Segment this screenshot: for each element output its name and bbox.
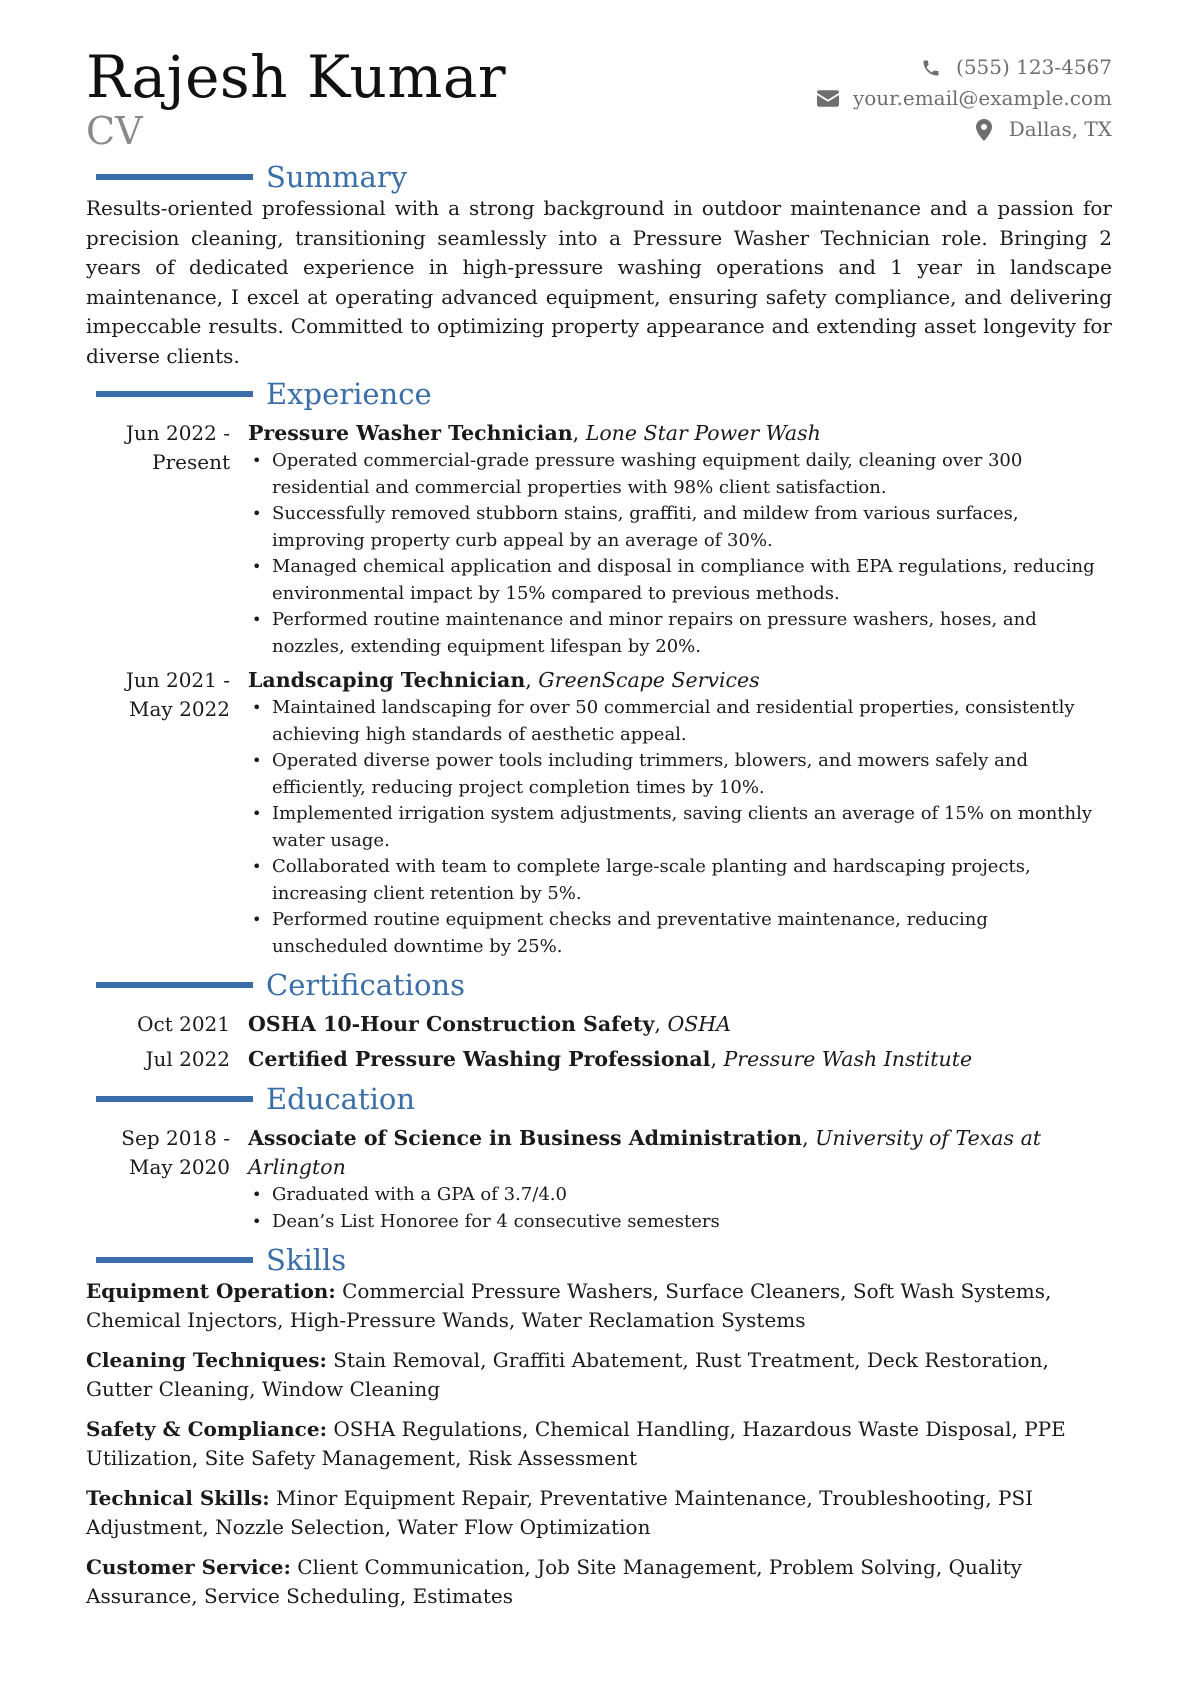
section-experience-heading — [86, 377, 1112, 411]
person-name: Rajesh Kumar — [86, 43, 507, 111]
section-accent-bar — [96, 982, 253, 988]
skill-list: Minor Equipment Repair, Preventative Maintenance, Troubleshooting, PSI Adjustment, Nozzle Selection, Water Flow Optimization — [86, 1486, 1034, 1539]
section-education-heading — [86, 1082, 1112, 1116]
skill-list: Commercial Pressure Washers, Surface Cleaners, Soft Wash Systems, Chemical Injectors, High-Pressure Wands, Water Reclamation Systems — [86, 1279, 1052, 1332]
skill-list: OSHA Regulations, Chemical Handling, Hazardous Waste Disposal, PPE Utilization, Site Safety Management, Risk Assessment — [86, 1417, 1066, 1470]
entry-title: Certified Pressure Washing Professional, Pressure Wash Institute — [248, 1047, 973, 1071]
experience-entry — [86, 666, 1112, 960]
section-title: Summary — [266, 160, 408, 194]
phone-icon — [918, 57, 944, 79]
job-title: Pressure Washer Technician — [248, 421, 573, 445]
entry-date: Jun 2021 - May 2022 — [125, 668, 230, 721]
issuer: OSHA — [667, 1012, 731, 1036]
entry-title: Landscaping Technician, GreenScape Services — [248, 668, 760, 692]
section-title: Skills — [266, 1243, 347, 1277]
contact-location — [815, 114, 1112, 145]
phone-text: (555) 123-4567 — [956, 55, 1112, 79]
list-item: • Performed routine equipment checks and preventative maintenance, reducing unscheduled downtime by 25%. — [272, 907, 1112, 960]
entry-title: Associate of Science in Business Administration, University of Texas at Arlington — [248, 1126, 1042, 1179]
degree-title: Associate of Science in Business Administration — [248, 1126, 803, 1150]
entry-bullets — [248, 448, 1112, 660]
certification-title: Certified Pressure Washing Professional — [248, 1047, 711, 1071]
section-accent-bar — [96, 391, 253, 397]
list-item: • Operated commercial-grade pressure washing equipment daily, cleaning over 300 residential and commercial properties with 98% client satisfaction. — [272, 448, 1112, 501]
skill-group — [86, 1277, 1112, 1335]
list-item: • Graduated with a GPA of 3.7/4.0 — [272, 1182, 1112, 1209]
certification-entry — [86, 1045, 1112, 1074]
entry-date: Sep 2018 - May 2020 — [121, 1126, 230, 1179]
summary-paragraph: Results-oriented professional with a strong background in outdoor maintenance and a passion for precision cleaning, transitioning seamlessly into a Pressure Washer Technician role. Bringing 2 years of dedicated experience in high-pressure washing operations and 1 year in landscape maintenance, I excel at operating advanced equipment, ensuring safety compliance, and delivering impeccable results. Committed to optimizing property appearance and extending asset longevity for diverse clients. — [86, 196, 1112, 368]
skill-label: Cleaning Techniques: — [86, 1348, 327, 1372]
email-text: your.email@example.com — [852, 86, 1112, 110]
employer: Lone Star Power Wash — [585, 421, 821, 445]
skill-group — [86, 1346, 1112, 1404]
contact-info — [815, 52, 1112, 145]
section-accent-bar — [96, 174, 253, 180]
list-item: • Maintained landscaping for over 50 commercial and residential properties, consistently achieving high standards of aesthetic appeal. — [272, 695, 1112, 748]
issuer: Pressure Wash Institute — [723, 1047, 973, 1071]
skill-group — [86, 1553, 1112, 1611]
job-title: Landscaping Technician — [248, 668, 526, 692]
entry-bullets — [248, 695, 1112, 960]
list-item: • Managed chemical application and disposal in compliance with EPA regulations, reducing environmental impact by 15% compared to previous methods. — [272, 554, 1112, 607]
document-subtitle: CV — [86, 109, 143, 153]
section-accent-bar — [96, 1257, 253, 1263]
location-text: Dallas, TX — [1008, 117, 1112, 141]
entry-title: Pressure Washer Technician, Lone Star Power Wash — [248, 421, 821, 445]
section-summary-heading — [86, 160, 1112, 194]
entry-title: OSHA 10-Hour Construction Safety, OSHA — [248, 1012, 731, 1036]
section-skills-heading — [86, 1243, 1112, 1277]
education-entry — [86, 1124, 1112, 1235]
skill-list: Client Communication, Job Site Management, Problem Solving, Quality Assurance, Service Scheduling, Estimates — [86, 1555, 1022, 1608]
skill-label: Equipment Operation: — [86, 1279, 336, 1303]
certification-entry — [86, 1010, 1112, 1039]
skill-group — [86, 1415, 1112, 1473]
certification-title: OSHA 10-Hour Construction Safety — [248, 1012, 655, 1036]
cv-page — [86, 44, 1112, 1622]
envelope-icon — [815, 88, 841, 110]
employer: GreenScape Services — [538, 668, 760, 692]
section-title: Experience — [266, 377, 432, 411]
list-item: • Implemented irrigation system adjustments, saving clients an average of 15% on monthly water usage. — [272, 801, 1112, 854]
skill-label: Customer Service: — [86, 1555, 291, 1579]
entry-date: Jul 2022 — [145, 1047, 230, 1071]
experience-entry — [86, 419, 1112, 660]
section-certifications-heading — [86, 968, 1112, 1002]
section-title: Certifications — [266, 968, 465, 1002]
entry-date: Jun 2022 - Present — [125, 421, 230, 474]
list-item: • Operated diverse power tools including trimmers, blowers, and mowers safely and efficiently, reducing project completion times by 10%. — [272, 748, 1112, 801]
list-item: • Successfully removed stubborn stains, graffiti, and mildew from various surfaces, improving property curb appeal by an average of 30%. — [272, 501, 1112, 554]
entry-date: Oct 2021 — [137, 1012, 230, 1036]
skill-group — [86, 1484, 1112, 1542]
contact-phone[interactable] — [815, 52, 1112, 83]
map-marker-icon — [971, 119, 997, 141]
list-item: • Dean’s List Honoree for 4 consecutive semesters — [272, 1209, 1112, 1236]
skill-label: Safety & Compliance: — [86, 1417, 327, 1441]
institution: University of Texas at Arlington — [248, 1126, 1042, 1179]
entry-bullets — [248, 1182, 1112, 1235]
section-title: Education — [266, 1082, 416, 1116]
list-item: • Collaborated with team to complete large-scale planting and hardscaping projects, increasing client retention by 5%. — [272, 854, 1112, 907]
contact-email[interactable] — [815, 83, 1112, 114]
section-accent-bar — [96, 1096, 253, 1102]
list-item: • Performed routine maintenance and minor repairs on pressure washers, hoses, and nozzles, extending equipment lifespan by 20%. — [272, 607, 1112, 660]
skill-list: Stain Removal, Graffiti Abatement, Rust Treatment, Deck Restoration, Gutter Cleaning, Window Cleaning — [86, 1348, 1049, 1401]
skill-label: Technical Skills: — [86, 1486, 270, 1510]
cv-header — [86, 44, 1112, 160]
